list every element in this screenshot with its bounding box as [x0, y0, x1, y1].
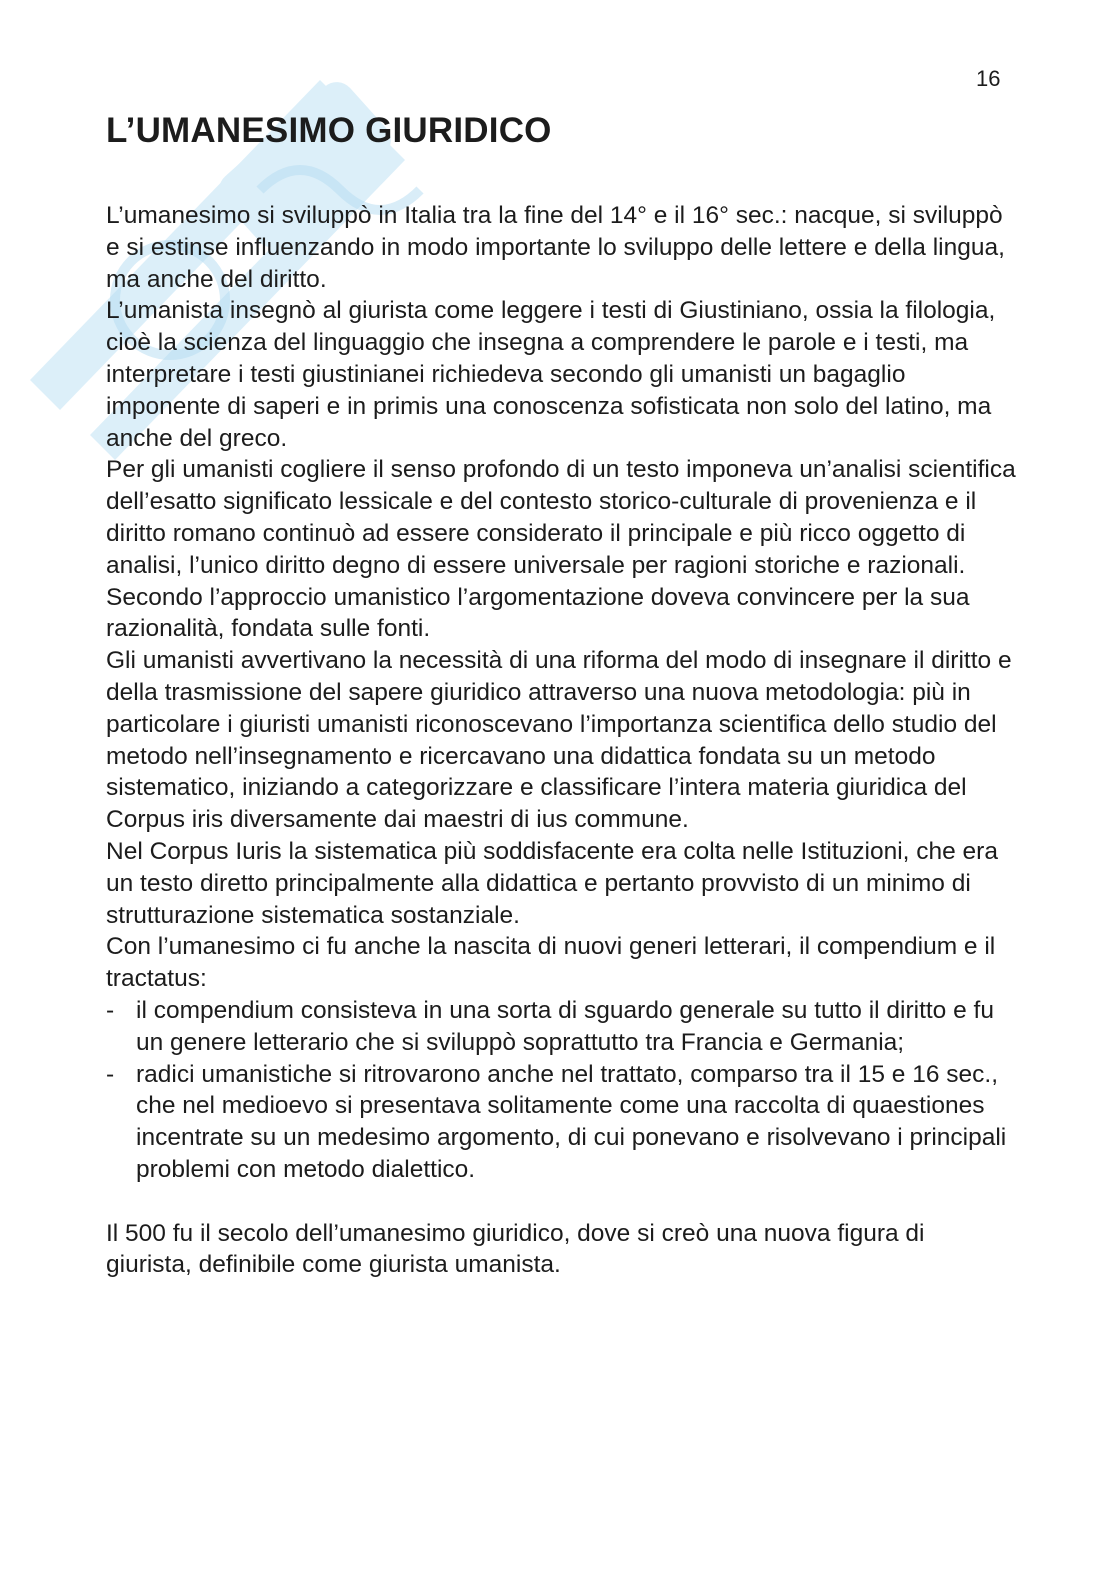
list-item-text: radici umanistiche si ritrovarono anche nel trattato, comparso tra il 15 e 16 sec., che nel medioevo si presentava solitamente come una raccolta di quaestiones incentrate su un medesimo argomento, di cui ponevano e risolvevano i principali problemi con metodo dialettico.: [136, 1060, 1007, 1183]
paragraph: Con l’umanesimo ci fu anche la nascita di nuovi generi letterari, il compendium e il tractatus:: [106, 933, 996, 993]
bullet-marker: -: [106, 996, 115, 1024]
closing-paragraph: Il 500 fu il secolo dell’umanesimo giuridico, dove si creò una nuova figura di giurista, definibile come giurista umanista.: [106, 1219, 925, 1279]
paragraph: Secondo l’approccio umanistico l’argomentazione doveva convincere per la sua razionalità, fondata sulle fonti.: [106, 583, 970, 643]
paragraph: Per gli umanisti cogliere il senso profondo di un testo imponeva un’analisi scientifica dell’esatto significato lessicale e del contesto storico-culturale di provenienza e il diritto romano continuò ad essere considerato il principale e più ricco oggetto di analisi, l’unico diritto degno di essere universale per ragioni storiche e razionali.: [106, 456, 1016, 579]
page-number: 16: [976, 66, 1001, 91]
bullet-marker: -: [106, 1060, 115, 1088]
list-item: [106, 1059, 1016, 1186]
paragraph: Nel Corpus Iuris la sistematica più soddisfacente era colta nelle Istituzioni, che era un testo diretto principalmente alla didattica e pertanto provvisto di un minimo di strutturazione sistematica sostanziale.: [106, 837, 998, 929]
list-item-text: il compendium consisteva in una sorta di sguardo generale su tutto il diritto e fu un genere letterario che si sviluppò soprattutto tra Francia e Germania;: [136, 996, 994, 1056]
page-title: L’UMANESIMO GIURIDICO: [106, 111, 552, 150]
document-body: [106, 200, 1016, 1281]
list-item: [106, 995, 1016, 1059]
bullet-list: [106, 995, 1016, 1186]
paragraph: L’umanista insegnò al giurista come leggere i testi di Giustiniano, ossia la filologia, cioè la scienza del linguaggio che insegna a comprendere le parole e i testi, ma interpretare i testi giustinianei richiedeva secondo gli umanisti un bagaglio imponente di saperi e in primis una conoscenza sofisticata non solo del latino, ma anche del greco.: [106, 297, 996, 452]
paragraph: L’umanesimo si sviluppò in Italia tra la fine del 14° e il 16° sec.: nacque, si sviluppò e si estinse influenzando in modo importante lo sviluppo delle lettere e della lingua, ma anche del diritto.: [106, 202, 1005, 293]
paragraph: Gli umanisti avvertivano la necessità di una riforma del modo di insegnare il diritto e della trasmissione del sapere giuridico attraverso una nuova metodologia: più in particolare i giuristi umanisti riconoscevano l’importanza scientifica dello studio del metodo nell’insegnamento e ricercavano una didattica fondata su un metodo sistematico, iniziando a categorizzare e classificare l’intera materia giuridica del Corpus iris diversamente dai maestri di ius commune.: [106, 647, 1012, 834]
